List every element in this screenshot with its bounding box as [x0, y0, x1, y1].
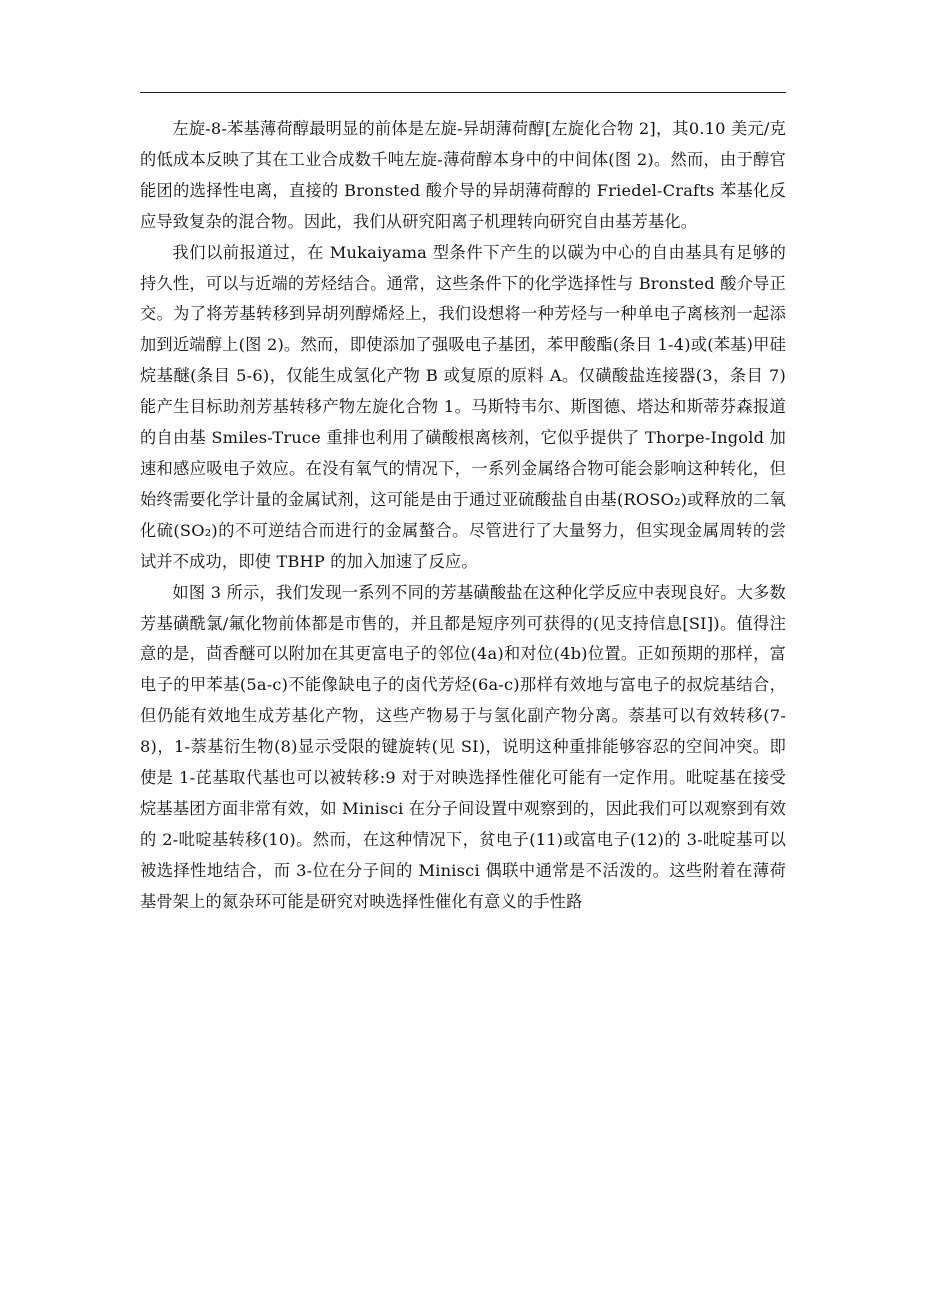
paragraph-2: 我们以前报道过，在 Mukaiyama 型条件下产生的以碳为中心的自由基具有足够的持久性，可以与近端的芳烃结合。通常，这些条件下的化学选择性与 Bronsted 酸介导正交。为了将芳基转移到异胡列醇烯烃上，我们设想将一种芳烃与一种单电子离核剂一起添加到近端醇上(图 2)。然而，即使添加了强吸电子基团，苯甲酸酯(条目 1-4)或(苯基)甲硅烷基醚(条目 5-6)，仅能生成氢化产物 B 或复原的原料 A。仅磺酸盐连接器(3，条目 7)能产生目标助剂芳基转移产物左旋化合物 1。马斯特韦尔、斯图德、塔达和斯蒂芬森报道的自由基 Smiles-Truce 重排也利用了磺酸根离核剂，它似乎提供了 Thorpe-Ingold 加速和感应吸电子效应。在没有氧气的情况下，一系列金属络合物可能会影响这种转化，但始终需要化学计量的金属试剂，这可能是由于通过亚硫酸盐自由基(ROSO₂)或释放的二氧化硫(SO₂)的不可逆结合而进行的金属螯合。尽管进行了大量努力，但实现金属周转的尝试并不成功，即使 TBHP 的加入加速了反应。 [140, 242, 786, 571]
paragraph-1: 左旋-8-苯基薄荷醇最明显的前体是左旋-异胡薄荷醇[左旋化合物 2]，其0.10 美元/克的低成本反映了其在工业合成数千吨左旋-薄荷醇本身中的中间体(图 2)。然而，由于醇官能团的选择性电离，直接的 Bronsted 酸介导的异胡薄荷醇的 Friedel-Crafts 苯基化反应导致复杂的混合物。因此，我们从研究阳离子机理转向研究自由基芳基化。 [140, 119, 786, 231]
document-body [140, 114, 786, 918]
header-rule [140, 92, 786, 93]
paragraph-3: 如图 3 所示，我们发现一系列不同的芳基磺酸盐在这种化学反应中表现良好。大多数芳基磺酰氯/氟化物前体都是市售的，并且都是短序列可获得的(见支持信息[SI])。值得注意的是，茴香醚可以附加在其更富电子的邻位(4a)和对位(4b)位置。正如预期的那样，富电子的甲苯基(5a-c)不能像缺电子的卤代芳烃(6a-c)那样有效地与富电子的叔烷基结合，但仍能有效地生成芳基化产物，这些产物易于与氢化副产物分离。萘基可以有效转移(7-8)，1-萘基衍生物(8)显示受限的键旋转(见 SI)，说明这种重排能够容忍的空间冲突。即使是 1-芘基取代基也可以被转移:9 对于对映选择性催化可能有一定作用。吡啶基在接受烷基基团方面非常有效，如 Minisci 在分子间设置中观察到的，因此我们可以观察到有效的 2-吡啶基转移(10)。然而，在这种情况下，贫电子(11)或富电子(12)的 3-吡啶基可以被选择性地结合，而 3-位在分子间的 Minisci 偶联中通常是不活泼的。这些附着在薄荷基骨架上的氮杂环可能是研究对映选择性催化有意义的手性路 [140, 582, 786, 911]
